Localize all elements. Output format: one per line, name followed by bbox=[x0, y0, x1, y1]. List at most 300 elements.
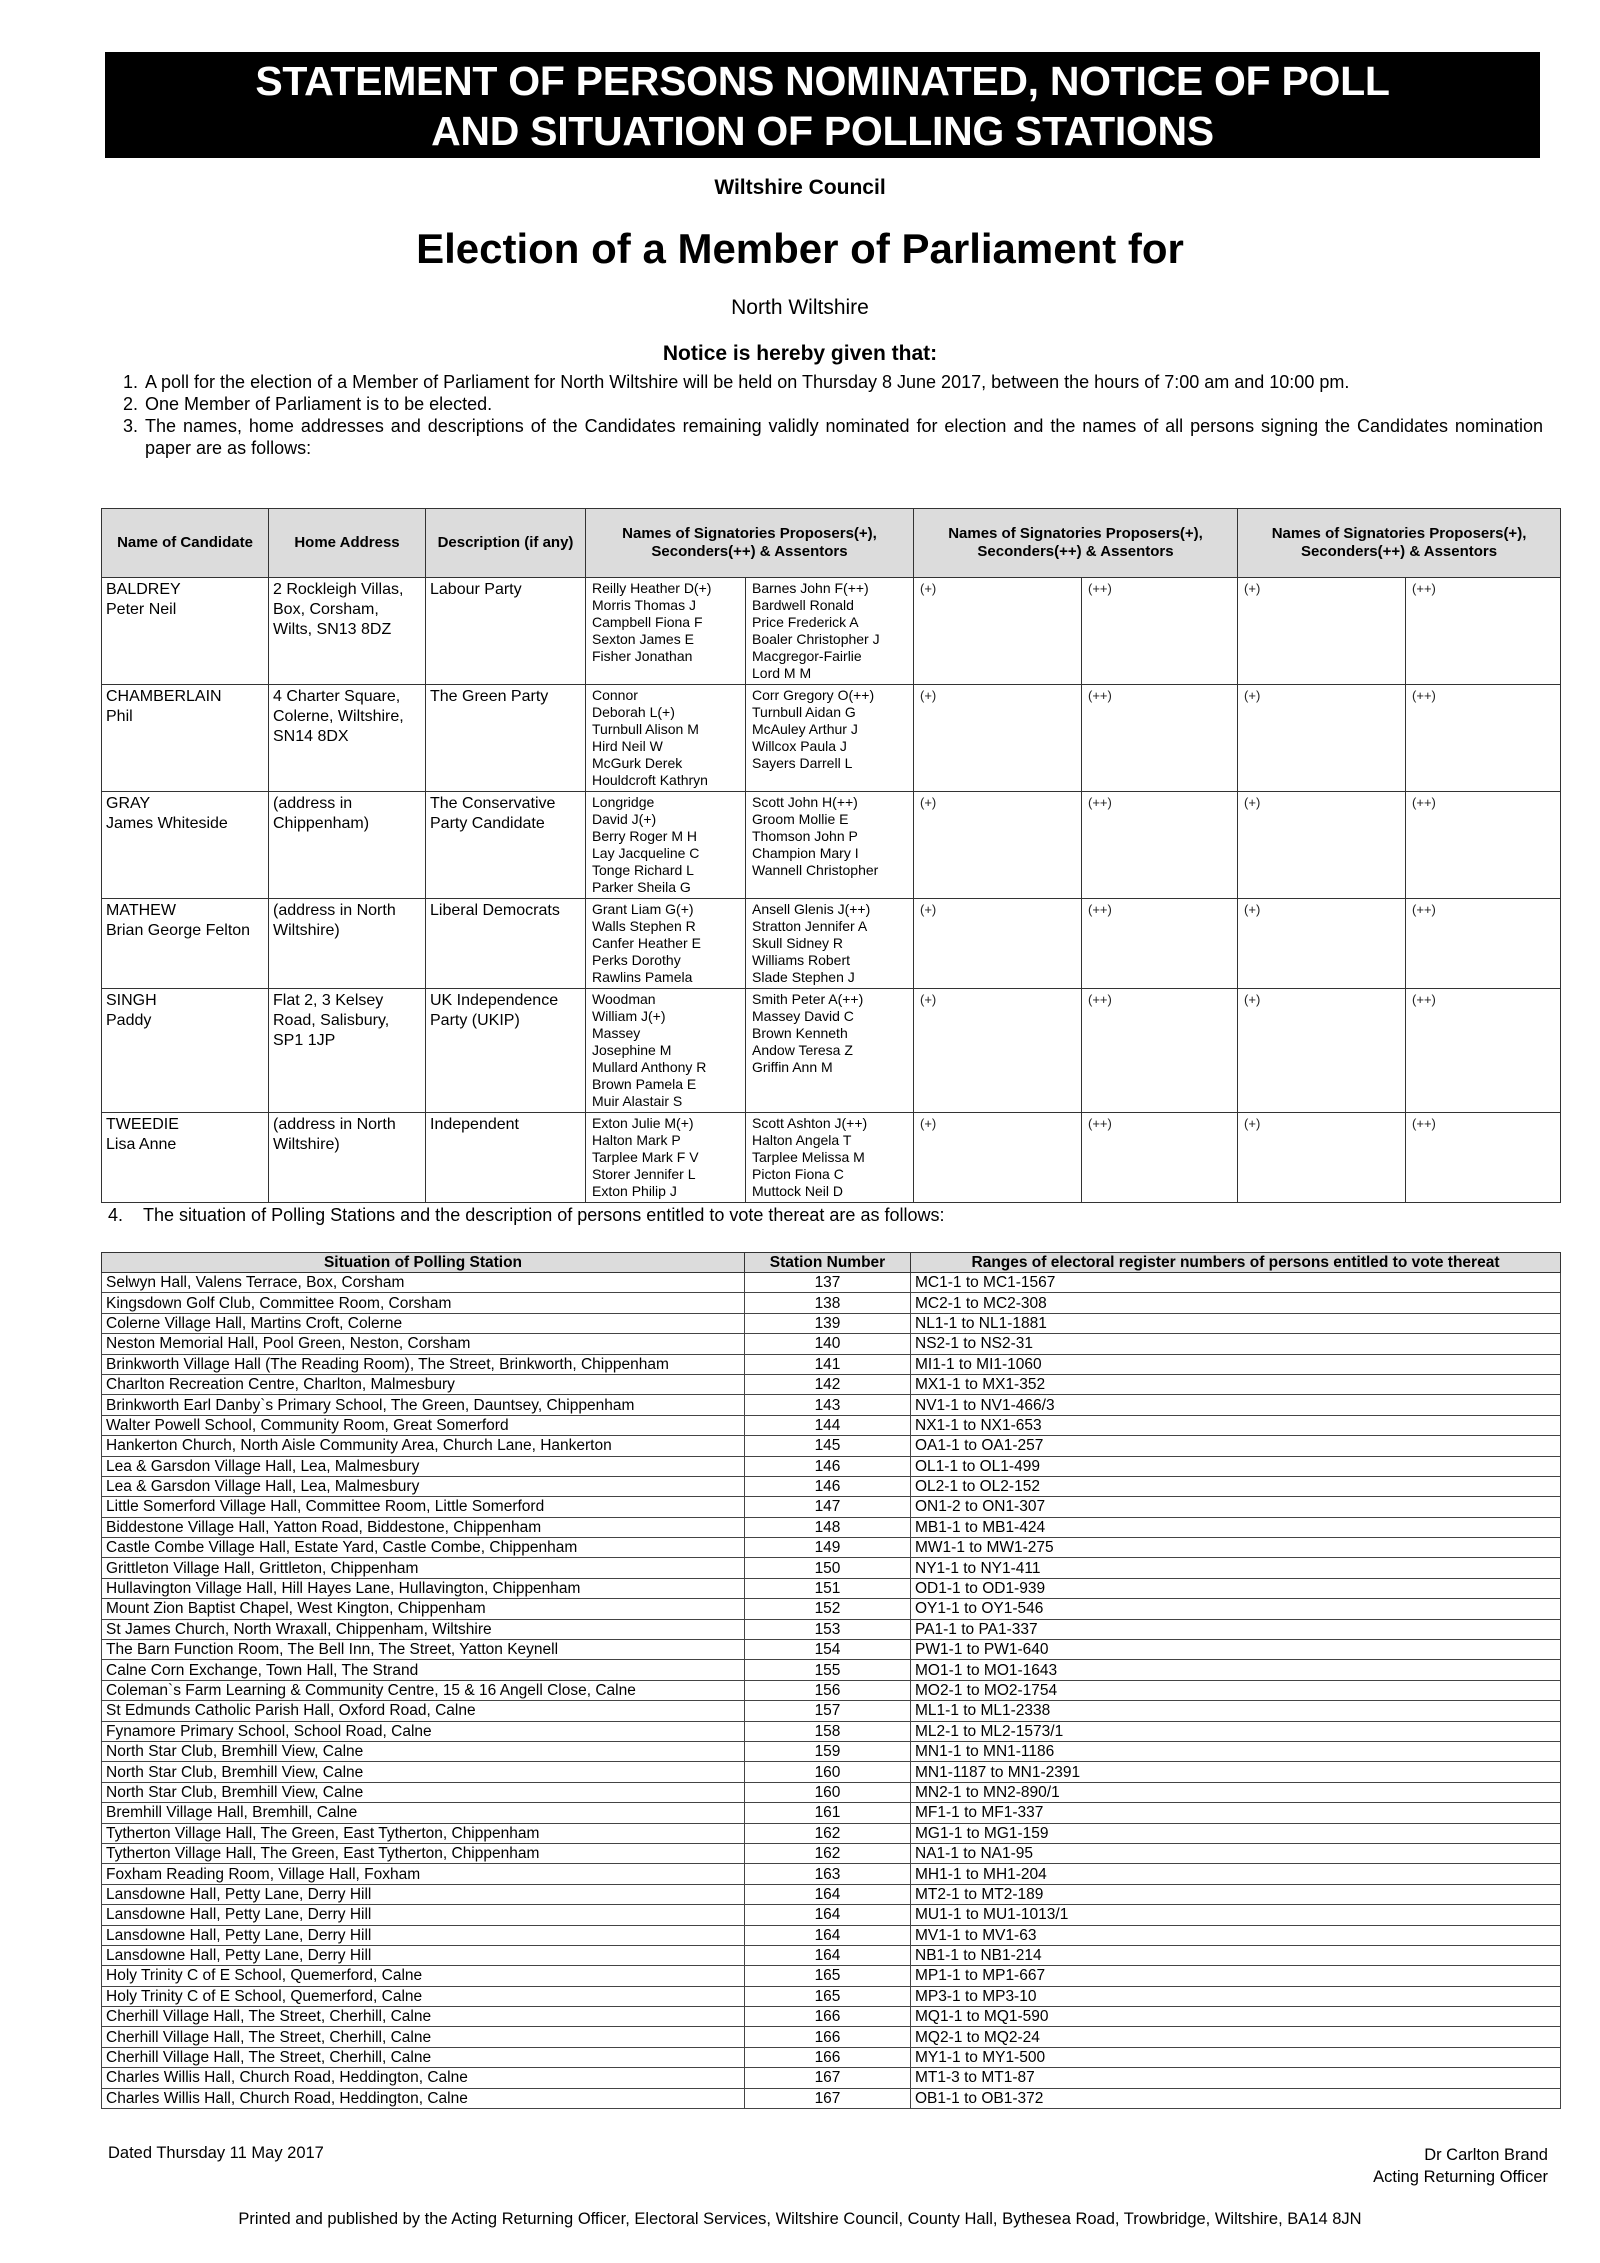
candidate-surname: BALDREY bbox=[106, 581, 181, 598]
date-line: Dated Thursday 11 May 2017 bbox=[108, 2144, 324, 2162]
signatory-block bbox=[1373, 2144, 1548, 2188]
station-number: 160 bbox=[745, 1782, 911, 1802]
seconder-marker: (++) bbox=[1088, 902, 1112, 917]
candidate-description: The Green Party bbox=[426, 685, 586, 792]
station-number: 148 bbox=[745, 1517, 911, 1537]
signatories-column bbox=[746, 899, 914, 989]
header-home-address: Home Address bbox=[269, 509, 426, 578]
notice-list bbox=[108, 371, 1543, 459]
signatory-name: McAuley Arthur J bbox=[752, 721, 858, 737]
signatory-name: Parker Sheila G bbox=[592, 879, 691, 895]
register-range: MH1-1 to MH1-204 bbox=[911, 1864, 1561, 1884]
seconder-marker: (++) bbox=[1412, 688, 1436, 703]
station-number: 167 bbox=[745, 2068, 911, 2088]
station-number: 164 bbox=[745, 1905, 911, 1925]
signatory-name: Fisher Jonathan bbox=[592, 648, 693, 664]
register-range: MN1-1187 to MN1-2391 bbox=[911, 1762, 1561, 1782]
station-situation: Brinkworth Earl Danby`s Primary School, The Green, Dauntsey, Chippenham bbox=[102, 1395, 745, 1415]
register-range: PW1-1 to PW1-640 bbox=[911, 1640, 1561, 1660]
seconder-marker: (++) bbox=[1088, 1116, 1112, 1131]
station-number: 161 bbox=[745, 1803, 911, 1823]
notice-item-members: 2. One Member of Parliament is to be elected. bbox=[143, 393, 1543, 415]
station-number: 166 bbox=[745, 2027, 911, 2047]
signatory-name: Sexton James E bbox=[592, 631, 694, 647]
signatory-name: Deborah L(+) bbox=[592, 704, 675, 720]
notice-heading: Notice is hereby given that: bbox=[662, 342, 938, 365]
station-row bbox=[102, 1476, 1561, 1496]
station-number: 167 bbox=[745, 2088, 911, 2108]
station-situation: St Edmunds Catholic Parish Hall, Oxford Road, Calne bbox=[102, 1701, 745, 1721]
station-row bbox=[102, 1843, 1561, 1863]
station-number: 142 bbox=[745, 1374, 911, 1394]
header-situation: Situation of Polling Station bbox=[102, 1253, 745, 1273]
register-range: MG1-1 to MG1-159 bbox=[911, 1823, 1561, 1843]
station-number: 164 bbox=[745, 1884, 911, 1904]
candidate-description: UK Independence Party (UKIP) bbox=[426, 989, 586, 1113]
candidate-name-cell bbox=[102, 685, 269, 792]
signatory-name: Smith Peter A(++) bbox=[752, 991, 864, 1007]
station-situation: Brinkworth Village Hall (The Reading Room), The Street, Brinkworth, Chippenham bbox=[102, 1354, 745, 1374]
station-number: 152 bbox=[745, 1599, 911, 1619]
station-row bbox=[102, 1293, 1561, 1313]
header-signatories-1: Names of Signatories Proposers(+), Seconders(++) & Assentors bbox=[586, 509, 914, 578]
register-range: MP1-1 to MP1-667 bbox=[911, 1966, 1561, 1986]
signatory-name: Lord M M bbox=[752, 665, 812, 681]
register-range: MP3-1 to MP3-10 bbox=[911, 1986, 1561, 2006]
station-number: 163 bbox=[745, 1864, 911, 1884]
candidate-row bbox=[102, 1113, 1561, 1203]
station-row bbox=[102, 1925, 1561, 1945]
signatories-column bbox=[586, 685, 746, 792]
register-range: MQ1-1 to MQ1-590 bbox=[911, 2007, 1561, 2027]
candidate-address: (address in Chippenham) bbox=[269, 792, 426, 899]
signatories-column bbox=[746, 685, 914, 792]
signatories-column bbox=[586, 899, 746, 989]
station-number: 150 bbox=[745, 1558, 911, 1578]
station-situation: Lansdowne Hall, Petty Lane, Derry Hill bbox=[102, 1884, 745, 1904]
signatory-name: Tarplee Mark F V bbox=[592, 1149, 699, 1165]
blank-proposer-cell bbox=[1238, 1113, 1406, 1203]
candidate-surname: MATHEW bbox=[106, 902, 176, 919]
signatory-name: Hird Neil W bbox=[592, 738, 663, 754]
register-range: MT1-3 to MT1-87 bbox=[911, 2068, 1561, 2088]
station-number: 138 bbox=[745, 1293, 911, 1313]
blank-proposer-cell bbox=[914, 989, 1082, 1113]
station-situation: Bremhill Village Hall, Bremhill, Calne bbox=[102, 1803, 745, 1823]
blank-proposer-cell bbox=[1238, 578, 1406, 685]
register-range: ON1-2 to ON1-307 bbox=[911, 1497, 1561, 1517]
register-range: MN1-1 to MN1-1186 bbox=[911, 1741, 1561, 1761]
blank-proposer-cell bbox=[914, 1113, 1082, 1203]
proposer-marker: (+) bbox=[1244, 992, 1261, 1007]
section-4-heading bbox=[108, 1205, 944, 1226]
blank-seconder-cell bbox=[1406, 792, 1561, 899]
signatory-name: Reilly Heather D(+) bbox=[592, 580, 712, 596]
station-situation: Tytherton Village Hall, The Green, East Tytherton, Chippenham bbox=[102, 1823, 745, 1843]
seconder-marker: (++) bbox=[1412, 795, 1436, 810]
register-range: OY1-1 to OY1-546 bbox=[911, 1599, 1561, 1619]
blank-proposer-cell bbox=[1238, 989, 1406, 1113]
station-situation: Charlton Recreation Centre, Charlton, Malmesbury bbox=[102, 1374, 745, 1394]
register-range: ML2-1 to ML2-1573/1 bbox=[911, 1721, 1561, 1741]
blank-proposer-cell bbox=[914, 899, 1082, 989]
blank-seconder-cell bbox=[1082, 899, 1238, 989]
station-row bbox=[102, 1273, 1561, 1293]
register-range: MC2-1 to MC2-308 bbox=[911, 1293, 1561, 1313]
blank-seconder-cell bbox=[1082, 989, 1238, 1113]
signatory-name: Wannell Christopher bbox=[752, 862, 879, 878]
candidate-forenames: James Whiteside bbox=[106, 815, 228, 832]
header-description: Description (if any) bbox=[426, 509, 586, 578]
signatory-name: Groom Mollie E bbox=[752, 811, 849, 827]
candidate-forenames: Phil bbox=[106, 708, 133, 725]
station-situation: Calne Corn Exchange, Town Hall, The Strand bbox=[102, 1660, 745, 1680]
register-range: OL2-1 to OL2-152 bbox=[911, 1476, 1561, 1496]
signatory-name: McGurk Derek bbox=[592, 755, 683, 771]
proposer-marker: (+) bbox=[1244, 688, 1261, 703]
register-range: NV1-1 to NV1-466/3 bbox=[911, 1395, 1561, 1415]
station-number: 166 bbox=[745, 2007, 911, 2027]
signatory-name: Massey bbox=[592, 1025, 641, 1041]
proposer-marker: (+) bbox=[920, 992, 937, 1007]
imprint: Printed and published by the Acting Returning Officer, Electoral Services, Wiltshire Council, County Hall, Bythesea Road, Trowbridge, Wiltshire, BA14 8JN bbox=[238, 2210, 1362, 2228]
station-row bbox=[102, 1660, 1561, 1680]
council-name: Wiltshire Council bbox=[714, 176, 886, 199]
station-row bbox=[102, 1701, 1561, 1721]
signatory-name: Canfer Heather E bbox=[592, 935, 701, 951]
station-number: 159 bbox=[745, 1741, 911, 1761]
station-number: 145 bbox=[745, 1436, 911, 1456]
station-row bbox=[102, 2027, 1561, 2047]
candidate-forenames: Paddy bbox=[106, 1012, 152, 1029]
proposer-marker: (+) bbox=[920, 1116, 937, 1131]
station-row bbox=[102, 1619, 1561, 1639]
register-range: MO2-1 to MO2-1754 bbox=[911, 1680, 1561, 1700]
signatories-column bbox=[586, 1113, 746, 1203]
station-situation: Walter Powell School, Community Room, Great Somerford bbox=[102, 1415, 745, 1435]
notice-item-candidates: 3. The names, home addresses and descriptions of the Candidates remaining validly nominated for election and the names of all persons signing the Candidates nomination paper are as follows: bbox=[143, 415, 1543, 459]
blank-seconder-cell bbox=[1082, 685, 1238, 792]
station-situation: Tytherton Village Hall, The Green, East Tytherton, Chippenham bbox=[102, 1843, 745, 1863]
station-situation: Lansdowne Hall, Petty Lane, Derry Hill bbox=[102, 1945, 745, 1965]
blank-seconder-cell bbox=[1082, 578, 1238, 685]
station-number: 160 bbox=[745, 1762, 911, 1782]
register-range: NA1-1 to NA1-95 bbox=[911, 1843, 1561, 1863]
station-row bbox=[102, 1782, 1561, 1802]
signatory-name: Champion Mary I bbox=[752, 845, 859, 861]
station-row bbox=[102, 1640, 1561, 1660]
candidate-address: (address in North Wiltshire) bbox=[269, 1113, 426, 1203]
candidates-body bbox=[102, 578, 1561, 1203]
register-range: MT2-1 to MT2-189 bbox=[911, 1884, 1561, 1904]
signatory-name: Mullard Anthony R bbox=[592, 1059, 707, 1075]
signatory-name: Muttock Neil D bbox=[752, 1183, 844, 1199]
blank-seconder-cell bbox=[1406, 685, 1561, 792]
station-row bbox=[102, 1986, 1561, 2006]
proposer-marker: (+) bbox=[1244, 795, 1261, 810]
station-situation: Kingsdown Golf Club, Committee Room, Corsham bbox=[102, 1293, 745, 1313]
candidate-row bbox=[102, 792, 1561, 899]
station-situation: Castle Combe Village Hall, Estate Yard, Castle Combe, Chippenham bbox=[102, 1538, 745, 1558]
register-range: MQ2-1 to MQ2-24 bbox=[911, 2027, 1561, 2047]
signatory-name: Griffin Ann M bbox=[752, 1059, 833, 1075]
signer-name: Dr Carlton Brand bbox=[1424, 2146, 1548, 2164]
signatory-name: Exton Julie M(+) bbox=[592, 1115, 694, 1131]
register-range: NY1-1 to NY1-411 bbox=[911, 1558, 1561, 1578]
signatory-name: Scott John H(++) bbox=[752, 794, 858, 810]
proposer-marker: (+) bbox=[920, 581, 937, 596]
signer-title: Acting Returning Officer bbox=[1373, 2168, 1548, 2186]
signatory-name: Bardwell Ronald bbox=[752, 597, 854, 613]
blank-seconder-cell bbox=[1406, 899, 1561, 989]
signatory-name: Andow Teresa Z bbox=[752, 1042, 853, 1058]
station-row bbox=[102, 1436, 1561, 1456]
station-situation: Selwyn Hall, Valens Terrace, Box, Corsham bbox=[102, 1273, 745, 1293]
signatory-name: Halton Angela T bbox=[752, 1132, 852, 1148]
candidate-row bbox=[102, 685, 1561, 792]
signatories-column bbox=[586, 989, 746, 1113]
station-row bbox=[102, 1803, 1561, 1823]
candidate-address: Flat 2, 3 Kelsey Road, Salisbury, SP1 1JP bbox=[269, 989, 426, 1113]
signatory-name: Corr Gregory O(++) bbox=[752, 687, 875, 703]
seconder-marker: (++) bbox=[1412, 581, 1436, 596]
signatory-name: Lay Jacqueline C bbox=[592, 845, 700, 861]
candidate-row bbox=[102, 899, 1561, 989]
station-row bbox=[102, 1864, 1561, 1884]
stations-header-row bbox=[102, 1253, 1561, 1273]
blank-seconder-cell bbox=[1406, 989, 1561, 1113]
register-range: NB1-1 to NB1-214 bbox=[911, 1945, 1561, 1965]
signatory-name: Williams Robert bbox=[752, 952, 851, 968]
station-number: 146 bbox=[745, 1456, 911, 1476]
proposer-marker: (+) bbox=[920, 795, 937, 810]
station-number: 157 bbox=[745, 1701, 911, 1721]
station-number: 147 bbox=[745, 1497, 911, 1517]
seconder-marker: (++) bbox=[1412, 902, 1436, 917]
register-range: MU1-1 to MU1-1013/1 bbox=[911, 1905, 1561, 1925]
station-row bbox=[102, 1517, 1561, 1537]
station-number: 164 bbox=[745, 1945, 911, 1965]
header-station-number: Station Number bbox=[745, 1253, 911, 1273]
candidate-forenames: Brian George Felton bbox=[106, 922, 251, 939]
station-number: 154 bbox=[745, 1640, 911, 1660]
signatories-column bbox=[746, 792, 914, 899]
station-situation: Biddestone Village Hall, Yatton Road, Biddestone, Chippenham bbox=[102, 1517, 745, 1537]
signatory-name: Sayers Darrell L bbox=[752, 755, 853, 771]
signatory-name: Storer Jennifer L bbox=[592, 1166, 696, 1182]
blank-proposer-cell bbox=[914, 578, 1082, 685]
blank-proposer-cell bbox=[914, 792, 1082, 899]
station-number: 149 bbox=[745, 1538, 911, 1558]
signatory-name: Josephine M bbox=[592, 1042, 672, 1058]
station-number: 155 bbox=[745, 1660, 911, 1680]
signatories-column bbox=[746, 989, 914, 1113]
signatory-name: Tarplee Melissa M bbox=[752, 1149, 865, 1165]
register-range: PA1-1 to PA1-337 bbox=[911, 1619, 1561, 1639]
candidate-row bbox=[102, 578, 1561, 685]
station-situation: Lea & Garsdon Village Hall, Lea, Malmesbury bbox=[102, 1456, 745, 1476]
station-row bbox=[102, 1578, 1561, 1598]
station-number: 151 bbox=[745, 1578, 911, 1598]
station-row bbox=[102, 1415, 1561, 1435]
title-line-1: STATEMENT OF PERSONS NOMINATED, NOTICE OF POLL bbox=[255, 58, 1390, 104]
header-candidate-name: Name of Candidate bbox=[102, 509, 269, 578]
blank-proposer-cell bbox=[1238, 899, 1406, 989]
station-row bbox=[102, 2047, 1561, 2067]
station-number: 158 bbox=[745, 1721, 911, 1741]
station-number: 162 bbox=[745, 1823, 911, 1843]
signatory-name: Exton Philip J bbox=[592, 1183, 677, 1199]
signatory-name: Halton Mark P bbox=[592, 1132, 681, 1148]
blank-seconder-cell bbox=[1406, 578, 1561, 685]
candidate-address: 4 Charter Square, Colerne, Wiltshire, SN14 8DX bbox=[269, 685, 426, 792]
signatories-column bbox=[746, 1113, 914, 1203]
register-range: MV1-1 to MV1-63 bbox=[911, 1925, 1561, 1945]
register-range: MY1-1 to MY1-500 bbox=[911, 2047, 1561, 2067]
signatory-name: Macgregor-Fairlie bbox=[752, 648, 862, 664]
station-situation: Fynamore Primary School, School Road, Calne bbox=[102, 1721, 745, 1741]
signatory-name: Berry Roger M H bbox=[592, 828, 698, 844]
polling-stations-table bbox=[101, 1252, 1561, 2109]
register-range: OD1-1 to OD1-939 bbox=[911, 1578, 1561, 1598]
station-row bbox=[102, 1884, 1561, 1904]
signatory-name: Turnbull Alison M bbox=[592, 721, 699, 737]
candidate-name-cell bbox=[102, 1113, 269, 1203]
register-range: MW1-1 to MW1-275 bbox=[911, 1538, 1561, 1558]
station-row bbox=[102, 1456, 1561, 1476]
candidate-description: Labour Party bbox=[426, 578, 586, 685]
candidates-table bbox=[101, 508, 1561, 1203]
register-range: MF1-1 to MF1-337 bbox=[911, 1803, 1561, 1823]
station-row bbox=[102, 2007, 1561, 2027]
stations-body bbox=[102, 1273, 1561, 2109]
seconder-marker: (++) bbox=[1412, 1116, 1436, 1131]
header-register-ranges: Ranges of electoral register numbers of persons entitled to vote thereat bbox=[911, 1253, 1561, 1273]
signatory-name: Massey David C bbox=[752, 1008, 854, 1024]
signatory-name: Rawlins Pamela bbox=[592, 969, 693, 985]
signatory-name: Longridge bbox=[592, 794, 655, 810]
station-situation: Coleman`s Farm Learning & Community Centre, 15 & 16 Angell Close, Calne bbox=[102, 1680, 745, 1700]
station-situation: North Star Club, Bremhill View, Calne bbox=[102, 1782, 745, 1802]
station-situation: Neston Memorial Hall, Pool Green, Neston, Corsham bbox=[102, 1334, 745, 1354]
station-number: 146 bbox=[745, 1476, 911, 1496]
station-row bbox=[102, 1558, 1561, 1578]
station-row bbox=[102, 1741, 1561, 1761]
candidate-description: Liberal Democrats bbox=[426, 899, 586, 989]
station-number: 165 bbox=[745, 1966, 911, 1986]
notice-item-poll: 1. A poll for the election of a Member of Parliament for North Wiltshire will be held on Thursday 8 June 2017, between the hours of 7:00 am and 10:00 pm. bbox=[143, 371, 1543, 393]
signatory-name: Perks Dorothy bbox=[592, 952, 681, 968]
register-range: MN2-1 to MN2-890/1 bbox=[911, 1782, 1561, 1802]
station-situation: Charles Willis Hall, Church Road, Heddington, Calne bbox=[102, 2088, 745, 2108]
signatory-name: Stratton Jennifer A bbox=[752, 918, 868, 934]
register-range: MX1-1 to MX1-352 bbox=[911, 1374, 1561, 1394]
station-situation: Foxham Reading Room, Village Hall, Foxham bbox=[102, 1864, 745, 1884]
candidate-row bbox=[102, 989, 1561, 1113]
signatory-name: Brown Kenneth bbox=[752, 1025, 848, 1041]
register-range: OB1-1 to OB1-372 bbox=[911, 2088, 1561, 2108]
signatory-name: Slade Stephen J bbox=[752, 969, 855, 985]
station-row bbox=[102, 1721, 1561, 1741]
seconder-marker: (++) bbox=[1088, 581, 1112, 596]
election-title: Election of a Member of Parliament for bbox=[416, 225, 1184, 272]
candidate-description: Independent bbox=[426, 1113, 586, 1203]
station-row bbox=[102, 2068, 1561, 2088]
station-number: 166 bbox=[745, 2047, 911, 2067]
signatories-column bbox=[586, 792, 746, 899]
register-range: MC1-1 to MC1-1567 bbox=[911, 1273, 1561, 1293]
candidate-name-cell bbox=[102, 578, 269, 685]
blank-seconder-cell bbox=[1406, 1113, 1561, 1203]
station-row bbox=[102, 1945, 1561, 1965]
register-range: NS2-1 to NS2-31 bbox=[911, 1334, 1561, 1354]
blank-seconder-cell bbox=[1082, 1113, 1238, 1203]
register-range: NX1-1 to NX1-653 bbox=[911, 1415, 1561, 1435]
station-situation: Hullavington Village Hall, Hill Hayes Lane, Hullavington, Chippenham bbox=[102, 1578, 745, 1598]
register-range: OA1-1 to OA1-257 bbox=[911, 1436, 1561, 1456]
candidate-address: (address in North Wiltshire) bbox=[269, 899, 426, 989]
proposer-marker: (+) bbox=[1244, 581, 1261, 596]
station-situation: North Star Club, Bremhill View, Calne bbox=[102, 1741, 745, 1761]
station-situation: Colerne Village Hall, Martins Croft, Colerne bbox=[102, 1313, 745, 1333]
section-4-text: The situation of Polling Stations and the description of persons entitled to vote thereat are as follows: bbox=[143, 1205, 945, 1225]
seconder-marker: (++) bbox=[1088, 795, 1112, 810]
signatories-column bbox=[746, 578, 914, 685]
signatory-name: Price Frederick A bbox=[752, 614, 859, 630]
station-situation: Cherhill Village Hall, The Street, Cherhill, Calne bbox=[102, 2027, 745, 2047]
candidate-name-cell bbox=[102, 792, 269, 899]
signatory-name: Barnes John F(++) bbox=[752, 580, 869, 596]
register-range: OL1-1 to OL1-499 bbox=[911, 1456, 1561, 1476]
signatory-name: Campbell Fiona F bbox=[592, 614, 703, 630]
candidate-name-cell bbox=[102, 899, 269, 989]
signatory-name: Woodman bbox=[592, 991, 656, 1007]
document-title-banner bbox=[105, 52, 1540, 158]
blank-seconder-cell bbox=[1082, 792, 1238, 899]
station-situation: Lansdowne Hall, Petty Lane, Derry Hill bbox=[102, 1925, 745, 1945]
station-number: 162 bbox=[745, 1843, 911, 1863]
proposer-marker: (+) bbox=[920, 902, 937, 917]
station-row bbox=[102, 1762, 1561, 1782]
signatory-name: William J(+) bbox=[592, 1008, 666, 1024]
station-row bbox=[102, 1538, 1561, 1558]
header-signatories-3: Names of Signatories Proposers(+), Seconders(++) & Assentors bbox=[1238, 509, 1561, 578]
station-number: 165 bbox=[745, 1986, 911, 2006]
station-number: 139 bbox=[745, 1313, 911, 1333]
station-number: 137 bbox=[745, 1273, 911, 1293]
signatory-name: Skull Sidney R bbox=[752, 935, 844, 951]
station-situation: Mount Zion Baptist Chapel, West Kington, Chippenham bbox=[102, 1599, 745, 1619]
station-situation: Holy Trinity C of E School, Quemerford, Calne bbox=[102, 1966, 745, 1986]
signatory-name: Muir Alastair S bbox=[592, 1093, 683, 1109]
seconder-marker: (++) bbox=[1088, 992, 1112, 1007]
station-number: 164 bbox=[745, 1925, 911, 1945]
station-number: 156 bbox=[745, 1680, 911, 1700]
seconder-marker: (++) bbox=[1088, 688, 1112, 703]
register-range: ML1-1 to ML1-2338 bbox=[911, 1701, 1561, 1721]
blank-proposer-cell bbox=[1238, 685, 1406, 792]
candidates-header-row bbox=[102, 509, 1561, 578]
candidate-address: 2 Rockleigh Villas, Box, Corsham, Wilts, SN13 8DZ bbox=[269, 578, 426, 685]
station-situation: Little Somerford Village Hall, Committee Room, Little Somerford bbox=[102, 1497, 745, 1517]
station-situation: The Barn Function Room, The Bell Inn, The Street, Yatton Keynell bbox=[102, 1640, 745, 1660]
candidate-surname: CHAMBERLAIN bbox=[106, 688, 222, 705]
seconder-marker: (++) bbox=[1412, 992, 1436, 1007]
station-situation: North Star Club, Bremhill View, Calne bbox=[102, 1762, 745, 1782]
signatory-name: Scott Ashton J(++) bbox=[752, 1115, 868, 1131]
blank-proposer-cell bbox=[914, 685, 1082, 792]
candidate-surname: SINGH bbox=[106, 992, 157, 1009]
